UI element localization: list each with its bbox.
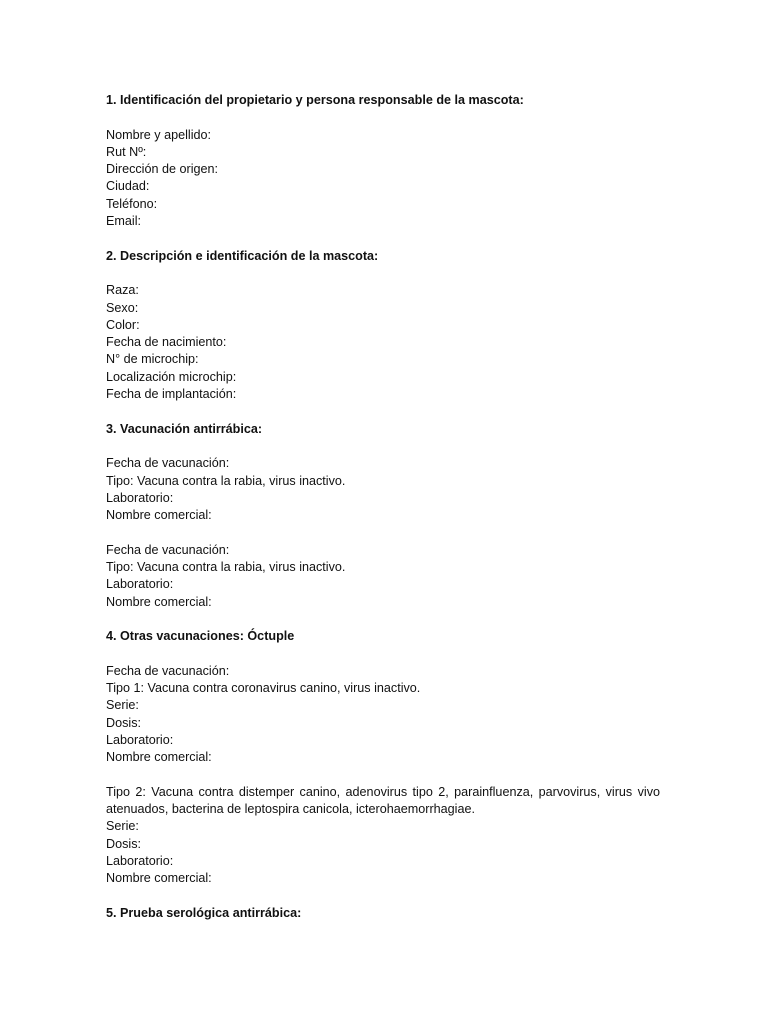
other-vaccine-2-brand-label: Nombre comercial: — [106, 871, 212, 886]
pet-microchip-location-label: Localización microchip: — [106, 369, 237, 384]
rabies-1-lab-label: Laboratorio: — [106, 490, 174, 505]
spacer — [106, 438, 660, 455]
rabies-2-type-label: Tipo: Vacuna contra la rabia, virus inactivo. — [106, 560, 346, 575]
rabies-2-brand-label: Nombre comercial: — [106, 594, 212, 609]
section-5-heading: 5. Prueba serológica antirrábica: — [106, 905, 302, 920]
other-vaccine-1-brand-label: Nombre comercial: — [106, 750, 212, 765]
pet-color-label: Color: — [106, 317, 140, 332]
spacer — [106, 109, 660, 126]
spacer — [106, 611, 660, 628]
rabies-2-date-label: Fecha de vacunación: — [106, 542, 230, 557]
spacer — [106, 524, 660, 541]
section-1-heading: 1. Identificación del propietario y persona responsable de la mascota: — [106, 93, 524, 107]
pet-sex-label: Sexo: — [106, 300, 139, 315]
other-vaccine-date-label: Fecha de vacunación: — [106, 663, 230, 678]
spacer — [106, 230, 660, 247]
spacer — [106, 646, 660, 663]
document-body — [106, 92, 660, 922]
other-vaccine-1-dose-label: Dosis: — [106, 715, 141, 730]
other-vaccine-type1-label: Tipo 1: Vacuna contra coronavirus canino, virus inactivo. — [106, 681, 421, 696]
other-vaccine-1-serie-label: Serie: — [106, 698, 139, 713]
other-vaccine-2-lab-label: Laboratorio: — [106, 854, 174, 869]
spacer — [106, 265, 660, 282]
section-4-heading: 4. Otras vacunaciones: Óctuple — [106, 629, 295, 644]
owner-email-label: Email: — [106, 214, 141, 229]
pet-birthdate-label: Fecha de nacimiento: — [106, 335, 227, 350]
other-vaccine-1-lab-label: Laboratorio: — [106, 732, 174, 747]
section-3-heading: 3. Vacunación antirrábica: — [106, 421, 263, 436]
pet-breed-label: Raza: — [106, 283, 139, 298]
owner-city-label: Ciudad: — [106, 179, 150, 194]
pet-microchip-number-label: N° de microchip: — [106, 352, 199, 367]
owner-name-label: Nombre y apellido: — [106, 127, 211, 142]
spacer — [106, 767, 660, 784]
rabies-2-lab-label: Laboratorio: — [106, 577, 174, 592]
spacer — [106, 888, 660, 905]
spacer — [106, 403, 660, 420]
owner-phone-label: Teléfono: — [106, 196, 158, 211]
other-vaccine-type2-paragraph: Tipo 2: Vacuna contra distemper canino, adenovirus tipo 2, parainfluenza, parvovirus, virus vivo atenuados, bacterina de leptospira canicola, icterohaemorrhagiae. — [106, 784, 660, 817]
other-vaccine-2-serie-label: Serie: — [106, 819, 139, 834]
pet-implant-date-label: Fecha de implantación: — [106, 387, 237, 402]
other-vaccine-2-dose-label: Dosis: — [106, 836, 141, 851]
owner-rut-label: Rut Nº: — [106, 144, 147, 159]
rabies-1-type-label: Tipo: Vacuna contra la rabia, virus inactivo. — [106, 473, 346, 488]
section-2-heading: 2. Descripción e identificación de la mascota: — [106, 248, 379, 263]
owner-address-label: Dirección de origen: — [106, 162, 219, 177]
rabies-1-brand-label: Nombre comercial: — [106, 508, 212, 523]
rabies-1-date-label: Fecha de vacunación: — [106, 456, 230, 471]
